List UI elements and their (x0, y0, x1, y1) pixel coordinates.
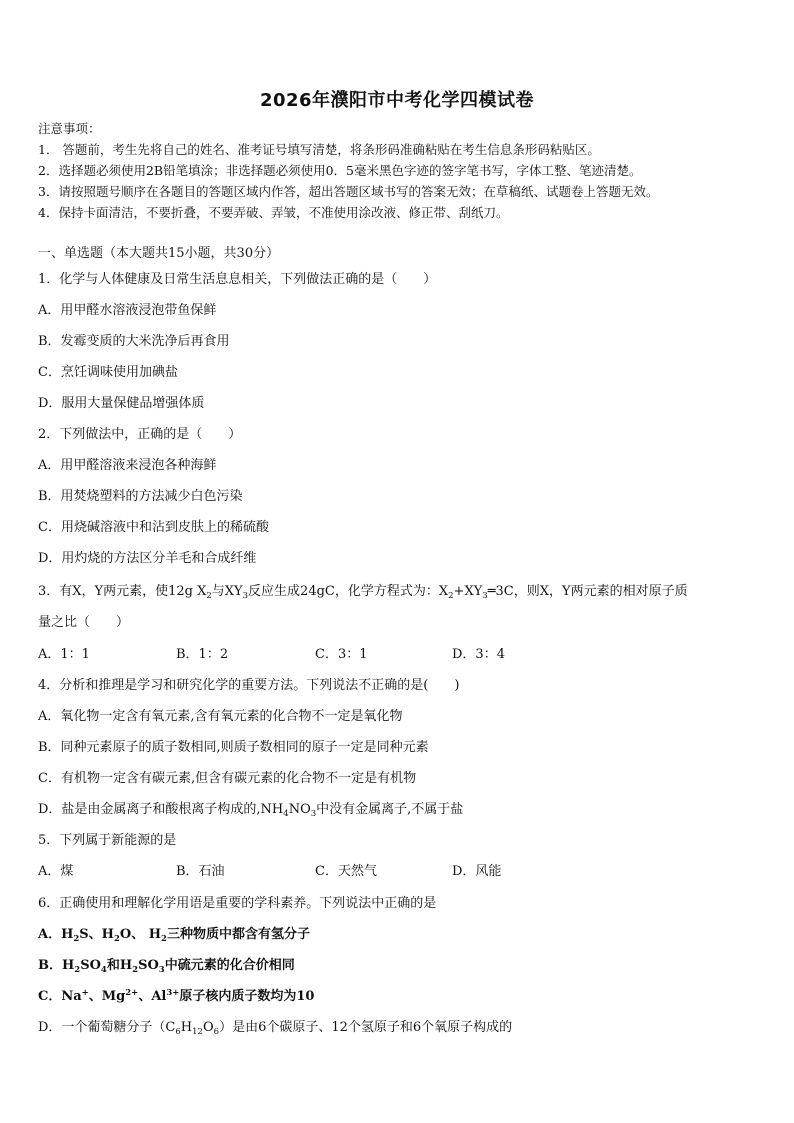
question-4-stem: 4．分析和推理是学习和研究化学的重要方法。下列说法不正确的是( ) (38, 678, 460, 693)
q3-text: 与XY (211, 584, 243, 599)
question-1-option-a: A．用甲醛水溶液浸泡带鱼保鲜 (38, 303, 217, 318)
q6-d-subscript: 12 (192, 1027, 203, 1037)
q4-d-subscript: 4 (283, 809, 289, 819)
q3-text: +XY (453, 584, 483, 599)
q6-a-subscript: 2 (161, 934, 167, 944)
question-2-option-b: B．用焚烧塑料的方法减少白色污染 (38, 489, 243, 504)
question-2-stem: 2．下列做法中，正确的是（ ） (38, 427, 242, 442)
question-1-stem: 1．化学与人体健康及日常生活息息相关，下列做法正确的是（ ） (38, 272, 437, 287)
notice-item: 2．选择题必须使用2B铅笔填涂；非选择题必须使用0．5毫米黑色字迹的签字笔书写，字体工整、笔迹清楚。 (38, 163, 642, 178)
q6-b-subscript: 4 (100, 965, 107, 975)
question-2-option-c: C．用烧碱溶液中和沾到皮肤上的稀硫酸 (38, 520, 269, 535)
question-1-option-c: C．烹饪调味使用加碘盐 (38, 365, 178, 380)
q6-b-text: SO (80, 958, 101, 973)
question-6-option-d (38, 1019, 512, 1037)
question-3-option-a: A．1：1 (38, 647, 90, 662)
q6-b-text: B．H (38, 958, 75, 973)
q6-d-subscript: 6 (213, 1027, 220, 1037)
question-5-option-b: B．石油 (176, 864, 225, 879)
question-4-option-c: C．有机物一定含有碳元素,但含有碳元素的化合物不一定是有机物 (38, 771, 417, 786)
notice-item: 4．保持卡面清洁，不要折叠，不要弄破、弄皱，不准使用涂改液、修正带、刮纸刀。 (38, 205, 509, 220)
q6-b-text: 和H (106, 958, 133, 973)
question-3-option-b: B．1：2 (176, 647, 229, 662)
question-2-option-d: D．用灼烧的方法区分羊毛和合成纤维 (38, 551, 257, 566)
question-6-stem: 6．正确使用和理解化学用语是重要的学科素养。下列说法中正确的是 (38, 896, 437, 911)
question-6-option-a (38, 926, 310, 944)
question-1-option-b: B．发霉变质的大米洗净后再食用 (38, 334, 230, 349)
q6-d-subscript: 6 (175, 1027, 181, 1037)
section-heading: 一、单选题（本大题共15小题，共30分） (38, 246, 280, 261)
q6-b-subscript: 2 (132, 965, 139, 975)
question-6-option-c (38, 988, 314, 1006)
question-4-option-d (38, 801, 463, 819)
q6-c-superscript: 3+ (166, 988, 180, 998)
q6-b-text: 中硫元素的化合价相同 (164, 958, 295, 973)
q3-text: 反应生成24gC，化学方程式为：X (248, 584, 449, 599)
q6-c-text: 、Mg (88, 989, 126, 1004)
q6-b-subscript: 2 (74, 965, 81, 975)
q6-b-text: SO (138, 958, 159, 973)
q4-d-text: D．盐是由金属离子和酸根离子构成的,NH (38, 802, 284, 817)
q6-d-text: ）是由6个碳原子、12个氢原子和6个氧原子构成的 (219, 1020, 513, 1035)
question-5-option-d: D．风能 (452, 864, 502, 879)
q3-subscript: 2 (448, 591, 454, 601)
q6-c-text: 原子核内质子数均为10 (179, 989, 315, 1004)
q3-text: 3．有X，Y两元素，使12g X (38, 584, 207, 599)
question-3-option-c: C．3：1 (315, 647, 368, 662)
question-4-option-b: B．同种元素原子的质子数相同,则质子数相同的原子一定是同种元素 (38, 740, 429, 755)
question-1-option-d: D．服用大量保健品增强体质 (38, 396, 205, 411)
q6-d-text: D．一个葡萄糖分子（C (38, 1020, 176, 1035)
q6-c-text: 、Al (138, 989, 167, 1004)
q4-d-subscript: 3 (310, 809, 317, 819)
q3-subscript: 3 (482, 591, 488, 601)
q4-d-text: 中没有金属离子,不属于盐 (316, 802, 464, 817)
question-3-option-d: D．3：4 (452, 647, 505, 662)
question-5-stem: 5．下列属于新能源的是 (38, 833, 177, 848)
q6-d-text: O (202, 1020, 214, 1035)
q6-a-subscript: 2 (113, 934, 120, 944)
q4-d-text: NO (288, 802, 311, 817)
q6-c-superscript: + (81, 988, 89, 998)
q3-subscript: 3 (242, 591, 249, 601)
question-2-option-a: A．用甲醛溶液来浸泡各种海鲜 (38, 458, 217, 473)
notice-item: 3．请按照题号顺序在各题目的答题区域内作答，超出答题区域书写的答案无效；在草稿纸、试题卷上答题无效。 (38, 184, 659, 199)
q6-a-text: O、 H (119, 927, 162, 942)
q6-a-text: 三种物质中都含有氢分子 (166, 927, 310, 942)
q6-d-text: H (180, 1020, 193, 1035)
question-5-option-a: A．煤 (38, 864, 74, 879)
q6-a-text: S、H (79, 927, 114, 942)
q6-b-subscript: 3 (158, 965, 165, 975)
notice-item: 1． 答题前，考生先将自己的姓名、准考证号填写清楚，将条形码准确粘贴在考生信息条形码粘贴区。 (38, 142, 600, 157)
q3-subscript: 2 (206, 591, 212, 601)
question-4-option-a: A．氧化物一定含有氧元素,含有氧元素的化合物不一定是氧化物 (38, 709, 403, 724)
question-3-stem-continued: 量之比（ ） (38, 615, 130, 630)
question-5-option-c: C．天然气 (315, 864, 377, 879)
question-6-option-b (38, 957, 295, 975)
q6-c-text: C．Na (38, 989, 82, 1004)
q3-text: ═3C，则X，Y两元素的相对原子质 (487, 584, 688, 599)
exam-title: 2026年濮阳市中考化学四模试卷 (259, 90, 535, 111)
question-3-stem (38, 583, 688, 601)
q6-a-text: A．H (38, 927, 74, 942)
q6-a-subscript: 2 (73, 934, 80, 944)
q6-c-superscript: 2+ (125, 988, 139, 998)
notice-heading: 注意事项： (38, 121, 101, 136)
